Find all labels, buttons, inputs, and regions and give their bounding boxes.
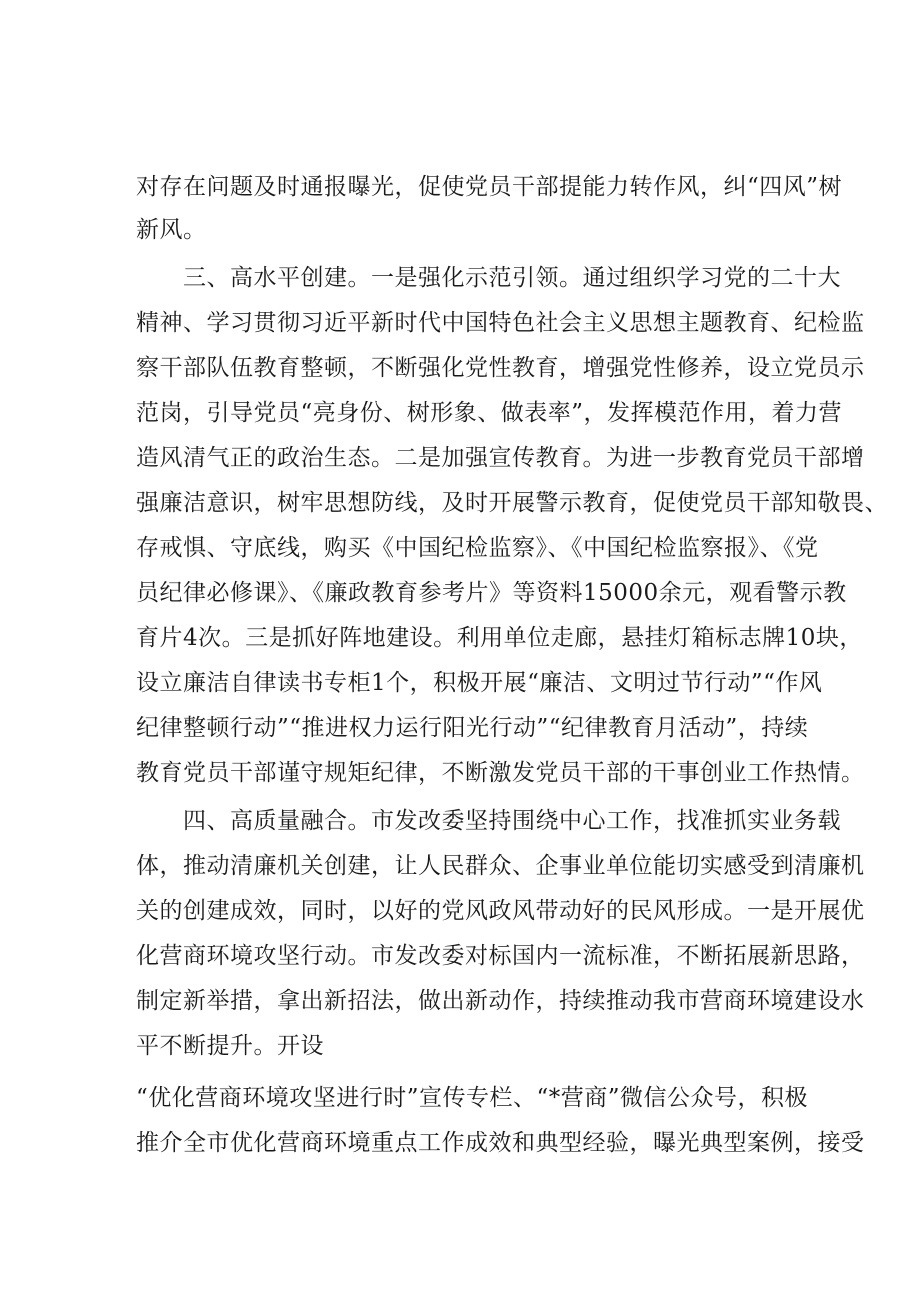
text-line: 教育党员干部谨守规矩纪律，不断激发党员干部的干事创业工作热情。 <box>136 760 865 786</box>
paragraph-heading-line: 三、高水平创建。一是强化示范引领。通过组织学习党的二十大 <box>183 265 841 291</box>
text-line: 化营商环境攻坚行动。市发改委对标国内一流标准，不断拓展新思路， <box>136 943 865 969</box>
text-line: 造风清气正的政治生态。二是加强宣传教育。为进一步教育党员干部增 <box>136 445 865 471</box>
text-line: 制定新举措，拿出新招法，做出新动作，持续推动我市营商环境建设水 <box>136 988 865 1014</box>
paragraph-heading-line: 四、高质量融合。市发改委坚持围绕中心工作，找准抓实业务载 <box>183 808 841 834</box>
text-line: 对存在问题及时通报曝光，促使党员干部提能力转作风，纠“四风”树 <box>136 174 843 200</box>
text-line: 强廉洁意识，树牢思想防线，及时开展警示教育，促使党员干部知敬畏、 <box>136 490 888 516</box>
text-line: “优化营商环境攻坚进行时”宣传专栏、“*营商”微信公众号，积极 <box>136 1085 809 1111</box>
text-line: 新风。 <box>136 217 207 243</box>
text-line: 关的创建成效，同时，以好的党风政风带动好的民风形成。一是开展优 <box>136 898 865 924</box>
text-line: 育片4次。三是抓好阵地建设。利用单位走廊，悬挂灯箱标志牌10块， <box>136 625 863 651</box>
text-line: 设立廉洁自律读书专柜1个，积极开展“廉洁、文明过节行动”“作风 <box>136 670 823 696</box>
text-line: 精神、学习贯彻习近平新时代中国特色社会主义思想主题教育、纪检监 <box>136 310 865 336</box>
text-line: 察干部队伍教育整顿，不断强化党性教育，增强党性修养，设立党员示 <box>136 355 865 381</box>
text-line: 平不断提升。开设 <box>136 1033 324 1059</box>
text-line: 范岗，引导党员“亮身份、树形象、做表率”，发挥模范作用，着力营 <box>136 400 843 426</box>
text-line: 体，推动清廉机关创建，让人民群众、企事业单位能切实感受到清廉机 <box>136 853 865 879</box>
text-line: 员纪律必修课》、《廉政教育参考片》等资料15000余元，观看警示教 <box>136 580 847 606</box>
text-line: 纪律整顿行动”“推进权力运行阳光行动”“纪律教育月活动”，持续 <box>136 715 809 741</box>
text-line: 推介全市优化营商环境重点工作成效和典型经验，曝光典型案例，接受 <box>136 1130 865 1156</box>
text-line: 存戒惧、守底线，购买《中国纪检监察》、《中国纪检监察报》、《党 <box>136 535 819 561</box>
